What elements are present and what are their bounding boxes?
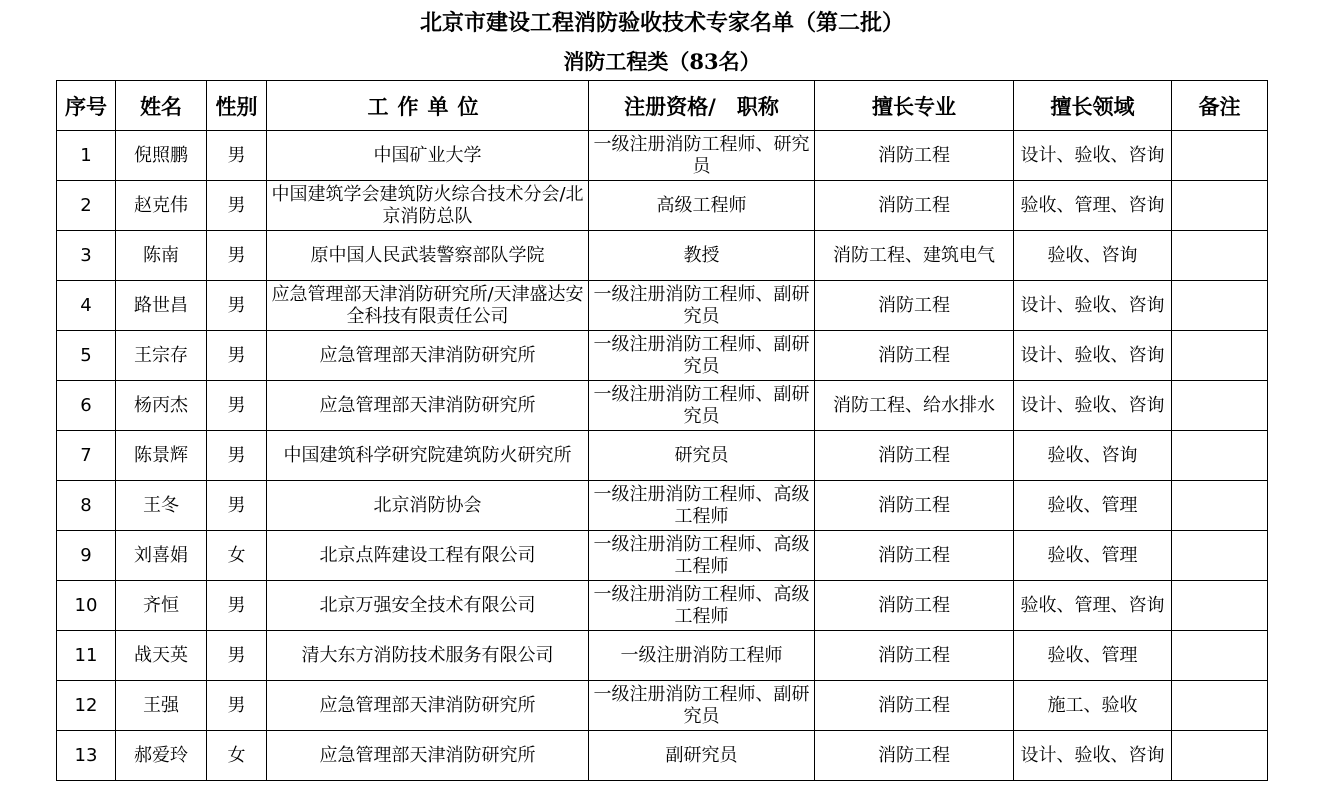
table-row: [57, 281, 1268, 331]
cell-field: 施工、验收: [1014, 681, 1172, 731]
cell-name: 赵克伟: [116, 181, 207, 231]
cell-qualification: 一级注册消防工程师、高级工程师: [589, 581, 815, 631]
cell-qualification: 一级注册消防工程师、副研究员: [589, 681, 815, 731]
cell-specialty: 消防工程: [815, 181, 1014, 231]
cell-specialty: 消防工程: [815, 281, 1014, 331]
cell-index: 6: [57, 381, 116, 431]
document-title: 北京市建设工程消防验收技术专家名单（第二批）: [419, 10, 904, 36]
cell-specialty: 消防工程: [815, 681, 1014, 731]
cell-index: 8: [57, 481, 116, 531]
cell-field: 设计、验收、咨询: [1014, 131, 1172, 181]
cell-name: 王强: [116, 681, 207, 731]
cell-unit: 中国矿业大学: [267, 131, 589, 181]
cell-unit: 北京消防协会: [267, 481, 589, 531]
cell-field: 验收、管理、咨询: [1014, 181, 1172, 231]
cell-gender: 男: [207, 181, 267, 231]
cell-unit: 中国建筑学会建筑防火综合技术分会/北京消防总队: [267, 181, 589, 231]
cell-remark: [1172, 531, 1268, 581]
cell-qualification: 高级工程师: [589, 181, 815, 231]
cell-specialty: 消防工程、给水排水: [815, 381, 1014, 431]
cell-specialty: 消防工程、建筑电气: [815, 231, 1014, 281]
cell-field: 验收、管理: [1014, 531, 1172, 581]
cell-index: 2: [57, 181, 116, 231]
document-subtitle: 消防工程类（83名）: [563, 49, 761, 74]
cell-field: 设计、验收、咨询: [1014, 331, 1172, 381]
cell-specialty: 消防工程: [815, 431, 1014, 481]
cell-index: 12: [57, 681, 116, 731]
cell-unit: 应急管理部天津消防研究所: [267, 331, 589, 381]
cell-index: 9: [57, 531, 116, 581]
header-index: 序号: [57, 81, 116, 131]
cell-name: 王冬: [116, 481, 207, 531]
cell-index: 11: [57, 631, 116, 681]
cell-gender: 女: [207, 531, 267, 581]
header-qualification: 注册资格/ 职称: [589, 81, 815, 131]
cell-remark: [1172, 131, 1268, 181]
header-name: 姓名: [116, 81, 207, 131]
table-body: [57, 131, 1268, 781]
cell-field: 设计、验收、咨询: [1014, 381, 1172, 431]
cell-unit: 应急管理部天津消防研究所: [267, 731, 589, 781]
cell-unit: 中国建筑科学研究院建筑防火研究所: [267, 431, 589, 481]
cell-field: 验收、管理、咨询: [1014, 581, 1172, 631]
header-field: 擅长领域: [1014, 81, 1172, 131]
cell-qualification: 一级注册消防工程师: [589, 631, 815, 681]
cell-index: 3: [57, 231, 116, 281]
cell-remark: [1172, 231, 1268, 281]
cell-name: 齐恒: [116, 581, 207, 631]
cell-index: 4: [57, 281, 116, 331]
cell-qualification: 一级注册消防工程师、高级工程师: [589, 531, 815, 581]
cell-index: 5: [57, 331, 116, 381]
cell-name: 刘喜娟: [116, 531, 207, 581]
cell-unit: 北京点阵建设工程有限公司: [267, 531, 589, 581]
cell-gender: 男: [207, 331, 267, 381]
cell-specialty: 消防工程: [815, 331, 1014, 381]
cell-index: 7: [57, 431, 116, 481]
cell-remark: [1172, 181, 1268, 231]
table-row: [57, 131, 1268, 181]
expert-table: [56, 80, 1268, 781]
table-row: [57, 631, 1268, 681]
cell-index: 13: [57, 731, 116, 781]
header-gender: 性别: [207, 81, 267, 131]
cell-gender: 男: [207, 281, 267, 331]
cell-gender: 男: [207, 231, 267, 281]
header-remark: 备注: [1172, 81, 1268, 131]
cell-gender: 男: [207, 631, 267, 681]
cell-remark: [1172, 281, 1268, 331]
cell-name: 郝爱玲: [116, 731, 207, 781]
table-row: [57, 731, 1268, 781]
cell-specialty: 消防工程: [815, 481, 1014, 531]
cell-name: 路世昌: [116, 281, 207, 331]
cell-field: 验收、管理: [1014, 481, 1172, 531]
cell-field: 设计、验收、咨询: [1014, 281, 1172, 331]
cell-specialty: 消防工程: [815, 131, 1014, 181]
table-row: [57, 381, 1268, 431]
cell-remark: [1172, 731, 1268, 781]
cell-qualification: 一级注册消防工程师、高级工程师: [589, 481, 815, 531]
table-row: [57, 181, 1268, 231]
table-row: [57, 681, 1268, 731]
cell-unit: 应急管理部天津消防研究所: [267, 681, 589, 731]
cell-qualification: 教授: [589, 231, 815, 281]
cell-qualification: 一级注册消防工程师、研究员: [589, 131, 815, 181]
cell-specialty: 消防工程: [815, 531, 1014, 581]
table-row: [57, 531, 1268, 581]
header-specialty: 擅长专业: [815, 81, 1014, 131]
header-unit: 工作单位: [267, 81, 589, 131]
cell-gender: 男: [207, 431, 267, 481]
cell-field: 验收、咨询: [1014, 231, 1172, 281]
cell-field: 验收、咨询: [1014, 431, 1172, 481]
cell-qualification: 副研究员: [589, 731, 815, 781]
cell-name: 陈景辉: [116, 431, 207, 481]
table-row: [57, 581, 1268, 631]
cell-specialty: 消防工程: [815, 731, 1014, 781]
cell-specialty: 消防工程: [815, 631, 1014, 681]
cell-specialty: 消防工程: [815, 581, 1014, 631]
cell-remark: [1172, 631, 1268, 681]
cell-remark: [1172, 481, 1268, 531]
cell-gender: 男: [207, 481, 267, 531]
cell-remark: [1172, 681, 1268, 731]
cell-gender: 男: [207, 131, 267, 181]
cell-qualification: 一级注册消防工程师、副研究员: [589, 381, 815, 431]
cell-qualification: 一级注册消防工程师、副研究员: [589, 281, 815, 331]
cell-index: 10: [57, 581, 116, 631]
cell-gender: 男: [207, 681, 267, 731]
cell-name: 王宗存: [116, 331, 207, 381]
cell-remark: [1172, 581, 1268, 631]
cell-qualification: 研究员: [589, 431, 815, 481]
cell-unit: 清大东方消防技术服务有限公司: [267, 631, 589, 681]
cell-remark: [1172, 431, 1268, 481]
cell-remark: [1172, 381, 1268, 431]
cell-unit: 应急管理部天津消防研究所/天津盛达安全科技有限责任公司: [267, 281, 589, 331]
cell-gender: 男: [207, 581, 267, 631]
cell-unit: 原中国人民武装警察部队学院: [267, 231, 589, 281]
cell-index: 1: [57, 131, 116, 181]
cell-gender: 女: [207, 731, 267, 781]
table-row: [57, 481, 1268, 531]
table-header-row: [57, 81, 1268, 131]
cell-name: 陈南: [116, 231, 207, 281]
cell-unit: 北京万强安全技术有限公司: [267, 581, 589, 631]
table-row: [57, 231, 1268, 281]
cell-remark: [1172, 331, 1268, 381]
table-row: [57, 431, 1268, 481]
cell-gender: 男: [207, 381, 267, 431]
cell-qualification: 一级注册消防工程师、副研究员: [589, 331, 815, 381]
cell-field: 验收、管理: [1014, 631, 1172, 681]
cell-field: 设计、验收、咨询: [1014, 731, 1172, 781]
cell-name: 杨丙杰: [116, 381, 207, 431]
cell-unit: 应急管理部天津消防研究所: [267, 381, 589, 431]
table-row: [57, 331, 1268, 381]
cell-name: 战天英: [116, 631, 207, 681]
cell-name: 倪照鹏: [116, 131, 207, 181]
